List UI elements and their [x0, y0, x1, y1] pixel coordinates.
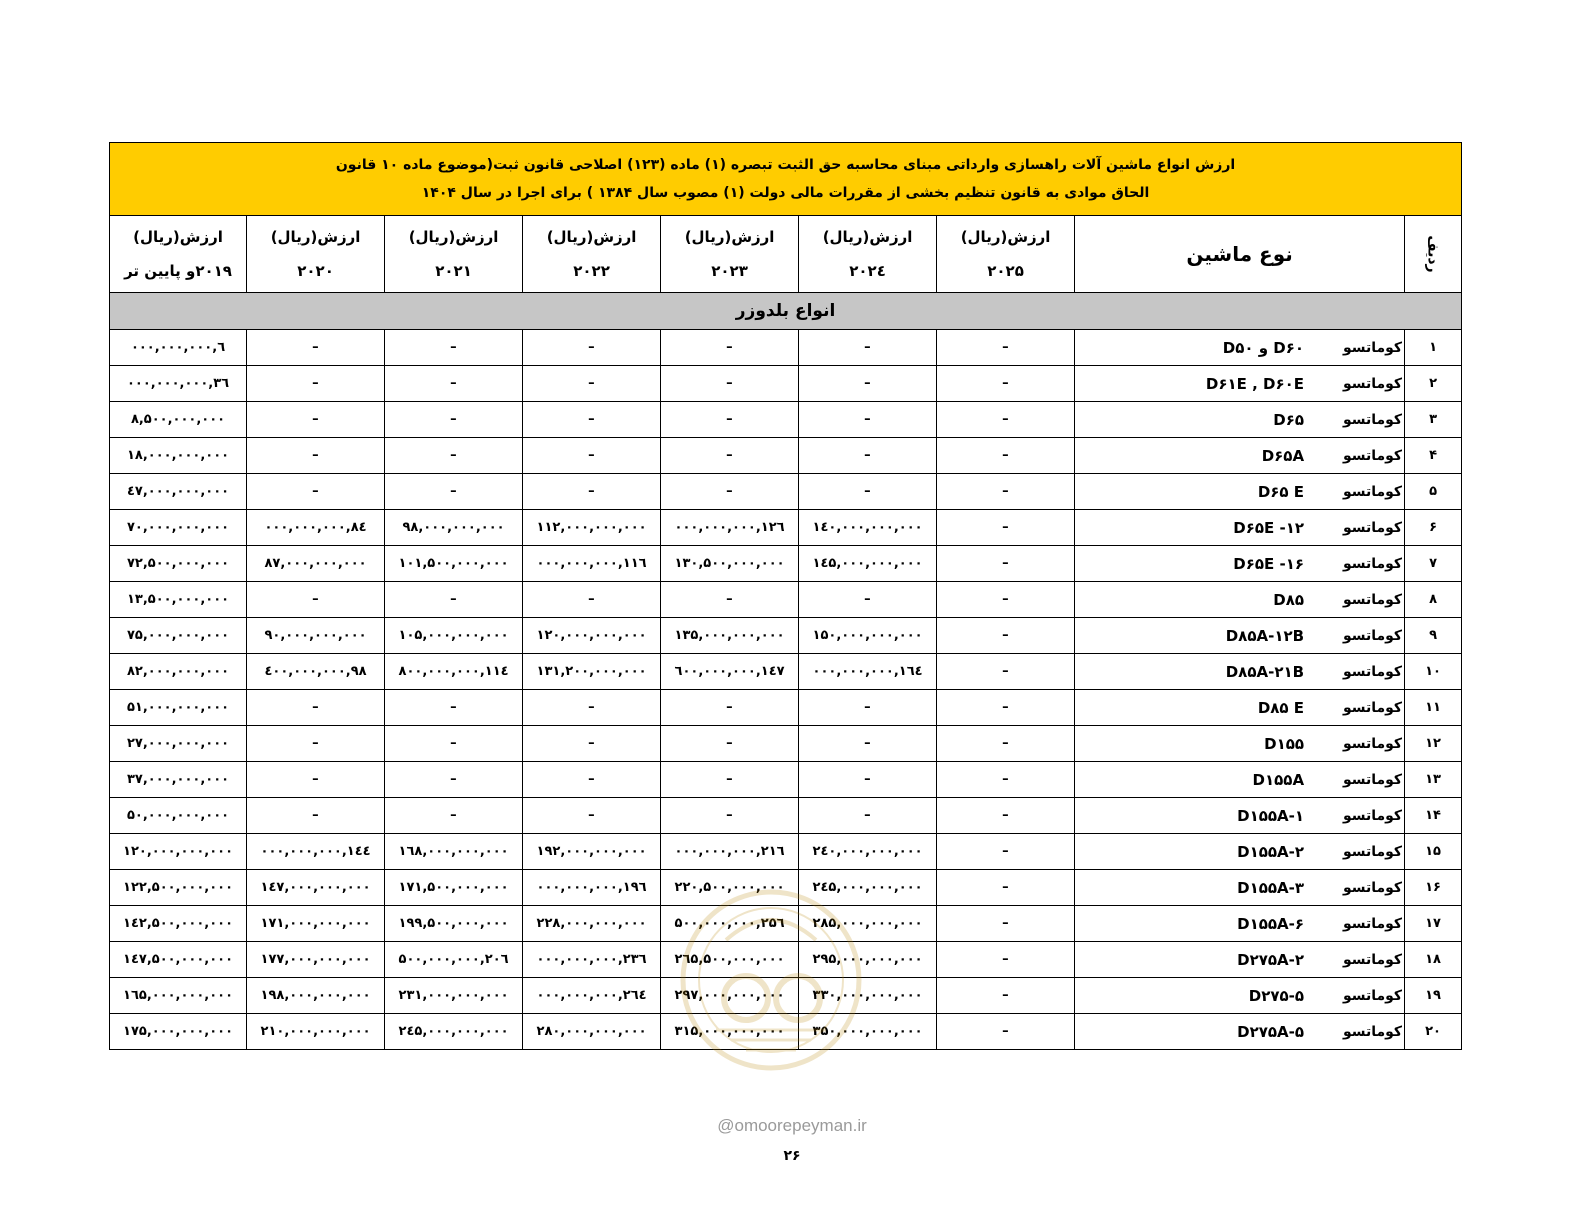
value-cell: ۱۹۹,۵۰۰,۰۰۰,۰۰۰ [385, 906, 523, 942]
model-label: D۲۷۵A-۵ [1237, 1022, 1305, 1041]
value-cell: – [661, 582, 799, 618]
value-cell: ٦,۰۰۰,۰۰۰,۰۰۰ [110, 330, 247, 366]
brand-label: کوماتسو [1342, 591, 1403, 608]
table-row [110, 690, 1462, 726]
table-row [110, 546, 1462, 582]
value-cell: ۳۳۰,۰۰۰,۰۰۰,۰۰۰ [799, 978, 937, 1014]
value-header-label: ارزش(ریال) [408, 228, 499, 246]
row-number-cell: ۱۷ [1405, 906, 1462, 942]
table-row [110, 906, 1462, 942]
row-number-cell: ۱۶ [1405, 870, 1462, 906]
value-cell: – [247, 330, 385, 366]
value-header-2020 [247, 216, 385, 293]
value-cell: ۱٦٤,۰۰۰,۰۰۰,۰۰۰ [799, 654, 937, 690]
value-cell: – [523, 402, 661, 438]
brand-label: کوماتسو [1342, 411, 1403, 428]
machine-type-cell [1075, 906, 1405, 942]
value-cell: – [937, 762, 1075, 798]
row-number-cell: ۲ [1405, 366, 1462, 402]
value-cell: ۷۰,۰۰۰,۰۰۰,۰۰۰ [110, 510, 247, 546]
value-cell: – [661, 690, 799, 726]
value-cell: ۹۰,۰۰۰,۰۰۰,۰۰۰ [247, 618, 385, 654]
value-cell: ۱۱۲,۰۰۰,۰۰۰,۰۰۰ [523, 510, 661, 546]
value-cell: – [661, 330, 799, 366]
value-header-label: ارزش(ریال) [270, 228, 361, 246]
machinery-value-table [109, 142, 1462, 1050]
row-number-cell: ۳ [1405, 402, 1462, 438]
model-label: D۲۷۵A-۲ [1237, 950, 1305, 969]
value-cell: – [937, 654, 1075, 690]
model-label: D۱۵۵A-۳ [1237, 878, 1305, 897]
row-number-cell: ۸ [1405, 582, 1462, 618]
value-header-2021 [385, 216, 523, 293]
footer-website-text: omoorepeyman.ir [734, 1116, 867, 1135]
model-label: D۶۵ E [1257, 482, 1305, 501]
value-cell: – [385, 726, 523, 762]
brand-label: کوماتسو [1342, 627, 1403, 644]
value-cell: – [799, 762, 937, 798]
model-label: D۵۰ و D۶۰ [1222, 338, 1305, 357]
value-cell: – [937, 366, 1075, 402]
value-cell: – [247, 762, 385, 798]
at-icon: @ [717, 1116, 735, 1135]
value-cell: ۱٤۵,۰۰۰,۰۰۰,۰۰۰ [799, 546, 937, 582]
row-number-cell: ۱ [1405, 330, 1462, 366]
value-cell: – [937, 834, 1075, 870]
table-row [110, 438, 1462, 474]
value-cell: ۱۵۰,۰۰۰,۰۰۰,۰۰۰ [799, 618, 937, 654]
value-header-2023 [661, 216, 799, 293]
row-number-cell: ۱۴ [1405, 798, 1462, 834]
machine-type-cell [1075, 726, 1405, 762]
machine-type-cell [1075, 690, 1405, 726]
value-cell: ۱۷۱,۰۰۰,۰۰۰,۰۰۰ [247, 906, 385, 942]
table-row [110, 366, 1462, 402]
value-header-2019-and-below [110, 216, 247, 293]
value-cell: ۱۲۰,۰۰۰,۰۰۰,۰۰۰ [110, 834, 247, 870]
row-number-cell: ۱۱ [1405, 690, 1462, 726]
value-cell: ۸۷,۰۰۰,۰۰۰,۰۰۰ [247, 546, 385, 582]
page-number: ۲۶ [783, 1148, 801, 1164]
value-cell: ۱۳,۵۰۰,۰۰۰,۰۰۰ [110, 582, 247, 618]
value-cell: ۱۱٦,۰۰۰,۰۰۰,۰۰۰ [523, 546, 661, 582]
row-number-header [1405, 216, 1462, 293]
value-header-2024 [799, 216, 937, 293]
model-label: D۶۵E -۱۲ [1233, 518, 1305, 537]
table-row [110, 618, 1462, 654]
value-cell: – [247, 582, 385, 618]
value-cell: – [523, 690, 661, 726]
machine-type-cell [1075, 366, 1405, 402]
table-title [110, 143, 1462, 216]
value-cell: ۱٤٤,۰۰۰,۰۰۰,۰۰۰ [247, 834, 385, 870]
value-cell: ۲٤۵,۰۰۰,۰۰۰,۰۰۰ [799, 870, 937, 906]
value-cell: ۱٦۸,۰۰۰,۰۰۰,۰۰۰ [385, 834, 523, 870]
value-cell: ۱۹۲,۰۰۰,۰۰۰,۰۰۰ [523, 834, 661, 870]
value-cell: – [799, 402, 937, 438]
value-cell: – [523, 582, 661, 618]
value-cell: – [385, 474, 523, 510]
value-cell: ۲٤۵,۰۰۰,۰۰۰,۰۰۰ [385, 1014, 523, 1050]
machine-type-cell [1075, 798, 1405, 834]
model-label: D۲۷۵-۵ [1248, 986, 1305, 1005]
machine-type-cell [1075, 438, 1405, 474]
value-cell: – [661, 798, 799, 834]
table-row [110, 942, 1462, 978]
value-cell: – [937, 978, 1075, 1014]
value-cell: ۱۷۱,۵۰۰,۰۰۰,۰۰۰ [385, 870, 523, 906]
value-header-year: ۲۰۲٤ [849, 262, 886, 280]
machine-type-cell [1075, 618, 1405, 654]
brand-label: کوماتسو [1342, 987, 1403, 1004]
machine-type-cell [1075, 942, 1405, 978]
value-header-year: ۲۰۲۱ [435, 262, 472, 280]
value-cell: – [247, 474, 385, 510]
value-cell: – [661, 366, 799, 402]
value-cell: – [661, 474, 799, 510]
value-cell: ۳۷,۰۰۰,۰۰۰,۰۰۰ [110, 762, 247, 798]
value-cell: ٤۷,۰۰۰,۰۰۰,۰۰۰ [110, 474, 247, 510]
value-header-2025 [937, 216, 1075, 293]
table-row [110, 330, 1462, 366]
value-cell: – [385, 438, 523, 474]
value-cell: ۸,۵۰۰,۰۰۰,۰۰۰ [110, 402, 247, 438]
value-cell: ۲۱٦,۰۰۰,۰۰۰,۰۰۰ [661, 834, 799, 870]
row-number-cell: ۷ [1405, 546, 1462, 582]
value-cell: ۳۱۵,۰۰۰,۰۰۰,۰۰۰ [661, 1014, 799, 1050]
value-cell: – [247, 726, 385, 762]
row-number-cell: ۱۲ [1405, 726, 1462, 762]
value-cell: ۱۱٤,۸۰۰,۰۰۰,۰۰۰ [385, 654, 523, 690]
value-cell: – [799, 438, 937, 474]
value-cell: – [523, 366, 661, 402]
value-cell: ۱۹۸,۰۰۰,۰۰۰,۰۰۰ [247, 978, 385, 1014]
value-cell: – [937, 510, 1075, 546]
value-cell: – [661, 762, 799, 798]
machine-type-cell [1075, 870, 1405, 906]
value-cell: – [385, 690, 523, 726]
value-cell: ۱٤۷,۵۰۰,۰۰۰,۰۰۰ [110, 942, 247, 978]
row-number-cell: ۱۵ [1405, 834, 1462, 870]
value-cell: – [937, 402, 1075, 438]
brand-label: کوماتسو [1342, 951, 1403, 968]
table-row [110, 870, 1462, 906]
machine-type-cell [1075, 546, 1405, 582]
value-cell: – [247, 366, 385, 402]
value-cell: ۱٤۰,۰۰۰,۰۰۰,۰۰۰ [799, 510, 937, 546]
value-cell: ۲۳٦,۰۰۰,۰۰۰,۰۰۰ [523, 942, 661, 978]
model-label: D۶۵ [1273, 410, 1305, 429]
value-cell: – [937, 690, 1075, 726]
machine-type-cell [1075, 582, 1405, 618]
value-cell: ۲٦۵,۵۰۰,۰۰۰,۰۰۰ [661, 942, 799, 978]
row-number-cell: ۱۸ [1405, 942, 1462, 978]
value-cell: ۳۵۰,۰۰۰,۰۰۰,۰۰۰ [799, 1014, 937, 1050]
value-cell: ۸٤,۰۰۰,۰۰۰,۰۰۰ [247, 510, 385, 546]
value-cell: – [661, 726, 799, 762]
value-header-label: ارزش(ریال) [822, 228, 913, 246]
value-cell: ۸۲,۰۰۰,۰۰۰,۰۰۰ [110, 654, 247, 690]
machine-type-cell [1075, 654, 1405, 690]
brand-label: کوماتسو [1342, 339, 1403, 356]
model-label: D۶۱E , D۶۰E [1205, 374, 1305, 393]
brand-label: کوماتسو [1342, 879, 1403, 896]
table-row [110, 510, 1462, 546]
value-cell: ۷۵,۰۰۰,۰۰۰,۰۰۰ [110, 618, 247, 654]
model-label: D۸۵ E [1257, 698, 1305, 717]
table-row [110, 762, 1462, 798]
value-cell: – [523, 474, 661, 510]
value-cell: – [523, 330, 661, 366]
value-cell: ۲۰٦,۵۰۰,۰۰۰,۰۰۰ [385, 942, 523, 978]
value-cell: ۹۸,٤۰۰,۰۰۰,۰۰۰ [247, 654, 385, 690]
value-cell: ۳٦,۰۰۰,۰۰۰,۰۰۰ [110, 366, 247, 402]
table-row [110, 474, 1462, 510]
brand-label: کوماتسو [1342, 915, 1403, 932]
value-cell: ۱۷۷,۰۰۰,۰۰۰,۰۰۰ [247, 942, 385, 978]
value-cell: ۱٦۵,۰۰۰,۰۰۰,۰۰۰ [110, 978, 247, 1014]
brand-label: کوماتسو [1342, 735, 1403, 752]
value-cell: ۵۱,۰۰۰,۰۰۰,۰۰۰ [110, 690, 247, 726]
machine-type-header: نوع ماشین [1075, 216, 1405, 293]
table-title-line-1: ارزش انواع ماشین آلات راهسازی وارداتی مبنای محاسبه حق الثبت تبصره (۱) ماده (۱۲۳) اصلاحی قانون ثبت(موضوع ماده ۱۰ قانون [335, 157, 1236, 173]
value-cell: ۹۸,۰۰۰,۰۰۰,۰۰۰ [385, 510, 523, 546]
value-cell: – [937, 1014, 1075, 1050]
brand-label: کوماتسو [1342, 555, 1403, 572]
brand-label: کوماتسو [1342, 663, 1403, 680]
value-cell: – [799, 798, 937, 834]
value-cell: ۱٤۷,۰۰۰,۰۰۰,۰۰۰ [247, 870, 385, 906]
value-header-year: ۲۰۲۵ [987, 262, 1024, 280]
value-cell: ۱۲۰,۰۰۰,۰۰۰,۰۰۰ [523, 618, 661, 654]
value-cell: ۲۸۵,۰۰۰,۰۰۰,۰۰۰ [799, 906, 937, 942]
value-cell: – [937, 438, 1075, 474]
row-number-cell: ۱۳ [1405, 762, 1462, 798]
value-cell: ۲۵٦,۵۰۰,۰۰۰,۰۰۰ [661, 906, 799, 942]
brand-label: کوماتسو [1342, 483, 1403, 500]
value-cell: – [385, 402, 523, 438]
brand-label: کوماتسو [1342, 699, 1403, 716]
value-cell: – [799, 726, 937, 762]
value-header-year: ۲۰۲۳ [711, 262, 748, 280]
value-cell: – [937, 582, 1075, 618]
model-label: D۸۵ [1273, 590, 1305, 609]
value-cell: – [937, 798, 1075, 834]
row-number-cell: ۶ [1405, 510, 1462, 546]
machine-type-cell [1075, 762, 1405, 798]
value-cell: ۲۲۸,۰۰۰,۰۰۰,۰۰۰ [523, 906, 661, 942]
value-cell: – [385, 762, 523, 798]
model-label: D۶۵A [1261, 446, 1305, 465]
value-cell: – [385, 366, 523, 402]
section-title: انواع بلدوزر [110, 293, 1462, 330]
value-cell: – [247, 438, 385, 474]
value-cell: ۲۱۰,۰۰۰,۰۰۰,۰۰۰ [247, 1014, 385, 1050]
brand-label: کوماتسو [1342, 375, 1403, 392]
value-cell: ۱۳۰,۵۰۰,۰۰۰,۰۰۰ [661, 546, 799, 582]
table-row [110, 978, 1462, 1014]
value-cell: ۱۷۵,۰۰۰,۰۰۰,۰۰۰ [110, 1014, 247, 1050]
value-header-2022 [523, 216, 661, 293]
row-number-cell: ۱۹ [1405, 978, 1462, 1014]
value-cell: – [661, 402, 799, 438]
value-cell: ۱۰۵,۰۰۰,۰۰۰,۰۰۰ [385, 618, 523, 654]
value-cell: – [523, 762, 661, 798]
value-cell: ۲۲۰,۵۰۰,۰۰۰,۰۰۰ [661, 870, 799, 906]
row-number-cell: ۴ [1405, 438, 1462, 474]
value-cell: ۲۹۷,۰۰۰,۰۰۰,۰۰۰ [661, 978, 799, 1014]
table-row [110, 798, 1462, 834]
brand-label: کوماتسو [1342, 807, 1403, 824]
brand-label: کوماتسو [1342, 843, 1403, 860]
table-row [110, 402, 1462, 438]
value-cell: ۲٤۰,۰۰۰,۰۰۰,۰۰۰ [799, 834, 937, 870]
value-cell: – [523, 438, 661, 474]
value-cell: – [385, 798, 523, 834]
table-title-line-2: الحاق موادی به قانون تنظیم بخشی از مقررات مالی دولت (۱) مصوب سال ۱۳۸۴ ) برای اجرا در سال ۱۴۰۴ [421, 185, 1150, 201]
value-header-label: ارزش(ریال) [960, 228, 1051, 246]
brand-label: کوماتسو [1342, 1023, 1403, 1040]
value-cell: ۲۹۵,۰۰۰,۰۰۰,۰۰۰ [799, 942, 937, 978]
table-row [110, 582, 1462, 618]
value-cell: ۱۰۱,۵۰۰,۰۰۰,۰۰۰ [385, 546, 523, 582]
value-cell: ۱۲٦,۰۰۰,۰۰۰,۰۰۰ [661, 510, 799, 546]
value-cell: ۷۲,۵۰۰,۰۰۰,۰۰۰ [110, 546, 247, 582]
footer-website [0, 1116, 1584, 1136]
machine-type-cell [1075, 834, 1405, 870]
table-row [110, 726, 1462, 762]
value-cell: ۱۳۱,۲۰۰,۰۰۰,۰۰۰ [523, 654, 661, 690]
value-cell: – [937, 618, 1075, 654]
value-cell: ۱۲۲,۵۰۰,۰۰۰,۰۰۰ [110, 870, 247, 906]
model-label: D۱۵۵ [1264, 734, 1305, 753]
brand-label: کوماتسو [1342, 519, 1403, 536]
row-number-cell: ۱۰ [1405, 654, 1462, 690]
value-cell: ۱٤۷,٦۰۰,۰۰۰,۰۰۰ [661, 654, 799, 690]
machine-type-cell [1075, 978, 1405, 1014]
value-cell: – [937, 942, 1075, 978]
section-row [110, 293, 1462, 330]
value-cell: – [385, 582, 523, 618]
value-cell: – [799, 582, 937, 618]
value-cell: – [937, 474, 1075, 510]
value-cell: ۱۸,۰۰۰,۰۰۰,۰۰۰ [110, 438, 247, 474]
table-body [110, 293, 1462, 1050]
value-cell: – [799, 330, 937, 366]
value-cell: ۲٦٤,۰۰۰,۰۰۰,۰۰۰ [523, 978, 661, 1014]
value-header-label: ارزش(ریال) [684, 228, 775, 246]
model-label: D۱۵۵A-۶ [1237, 914, 1305, 933]
value-cell: – [937, 726, 1075, 762]
value-cell: – [523, 726, 661, 762]
model-label: D۱۵۵A-۱ [1237, 806, 1305, 825]
row-number-cell: ۹ [1405, 618, 1462, 654]
table-row [110, 654, 1462, 690]
model-label: D۶۵E -۱۶ [1233, 554, 1305, 573]
value-cell: – [799, 474, 937, 510]
machine-type-cell [1075, 330, 1405, 366]
column-header-row [110, 216, 1462, 293]
value-cell: ۱٤۲,۵۰۰,۰۰۰,۰۰۰ [110, 906, 247, 942]
value-cell: – [799, 690, 937, 726]
machine-type-cell [1075, 510, 1405, 546]
machine-type-cell [1075, 474, 1405, 510]
value-header-year: ۲۰۲۰ [297, 262, 334, 280]
value-cell: – [937, 870, 1075, 906]
value-cell: ۱۹٦,۰۰۰,۰۰۰,۰۰۰ [523, 870, 661, 906]
value-cell: ۲۳۱,۰۰۰,۰۰۰,۰۰۰ [385, 978, 523, 1014]
value-cell: – [937, 546, 1075, 582]
machine-type-cell [1075, 402, 1405, 438]
model-label: D۸۵A-۱۲B [1225, 626, 1305, 645]
table-row [110, 834, 1462, 870]
value-cell: – [247, 798, 385, 834]
value-header-label: ارزش(ریال) [546, 228, 637, 246]
table-title-row [110, 143, 1462, 216]
value-cell: – [799, 366, 937, 402]
value-cell: ۱۳۵,۰۰۰,۰۰۰,۰۰۰ [661, 618, 799, 654]
model-label: D۱۵۵A [1252, 770, 1305, 789]
machine-type-cell [1075, 1014, 1405, 1050]
value-cell: ۵۰,۰۰۰,۰۰۰,۰۰۰ [110, 798, 247, 834]
value-cell: ۲۷,۰۰۰,۰۰۰,۰۰۰ [110, 726, 247, 762]
value-cell: – [247, 690, 385, 726]
row-number-cell: ۵ [1405, 474, 1462, 510]
row-number-cell: ۲۰ [1405, 1014, 1462, 1050]
table-row [110, 1014, 1462, 1050]
model-label: D۸۵A-۲۱B [1225, 662, 1305, 681]
value-cell: – [523, 798, 661, 834]
row-number-header-label: ردیف [1425, 235, 1442, 273]
value-cell: – [385, 330, 523, 366]
value-cell: – [937, 330, 1075, 366]
value-header-year: ۲۰۱۹و پایین تر [124, 262, 232, 280]
value-cell: – [937, 906, 1075, 942]
value-cell: – [247, 402, 385, 438]
value-cell: – [661, 438, 799, 474]
brand-label: کوماتسو [1342, 447, 1403, 464]
brand-label: کوماتسو [1342, 771, 1403, 788]
model-label: D۱۵۵A-۲ [1237, 842, 1305, 861]
value-header-label: ارزش(ریال) [133, 228, 223, 246]
value-cell: ۲۸۰,۰۰۰,۰۰۰,۰۰۰ [523, 1014, 661, 1050]
value-header-year: ۲۰۲۲ [573, 262, 610, 280]
